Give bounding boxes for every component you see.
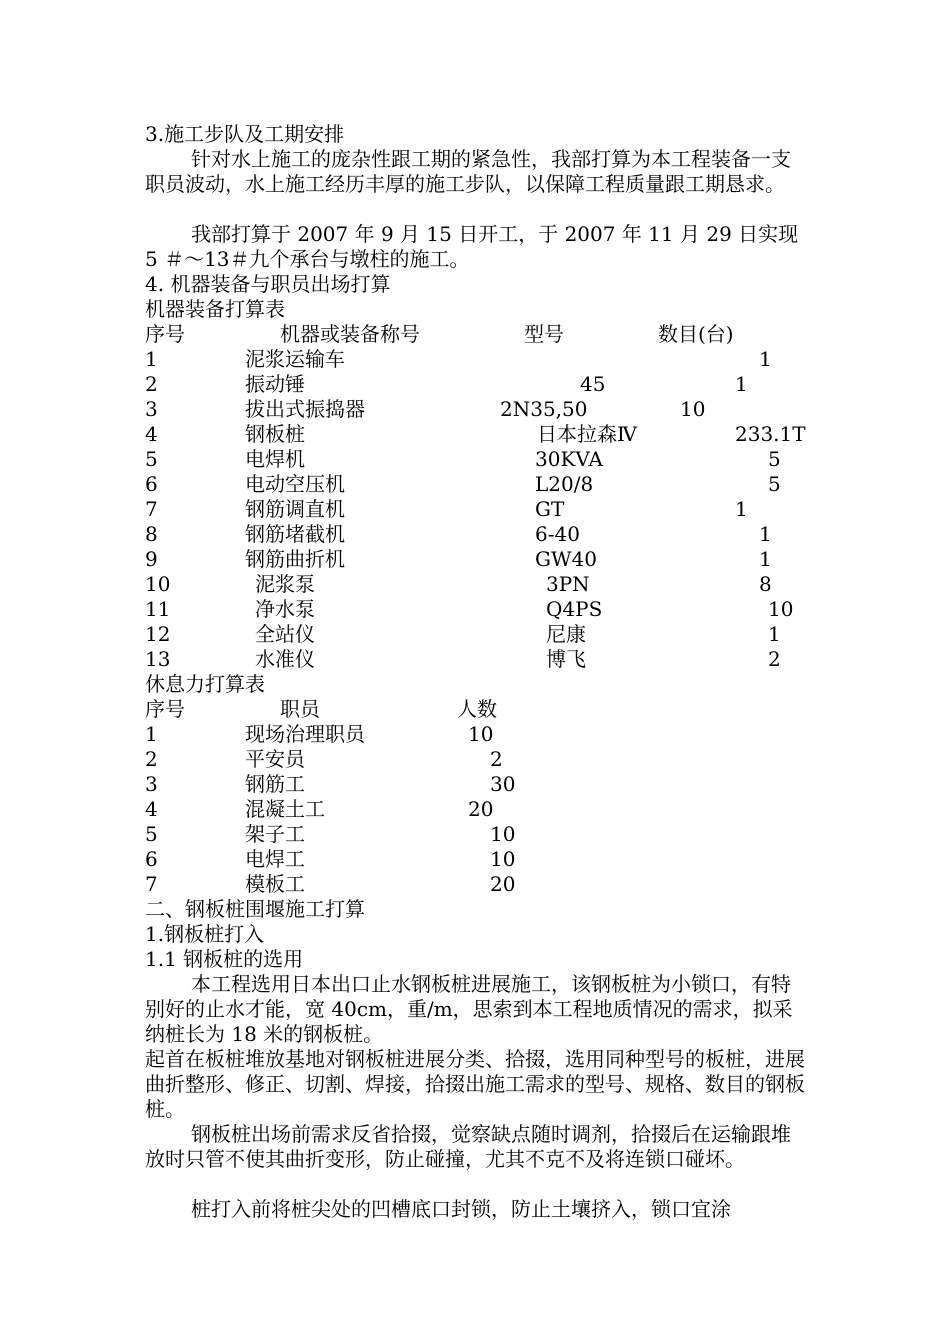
labor-row	[0, 772, 950, 797]
row-role: 钢筋工	[245, 772, 305, 796]
row-model: 2N35,50	[500, 397, 588, 421]
row-index: 3	[145, 772, 158, 796]
row-index: 6	[145, 847, 158, 871]
row-model: 45	[580, 372, 606, 396]
row-name: 电焊机	[245, 447, 305, 471]
row-index: 13	[145, 647, 171, 671]
row-quantity: 1	[768, 622, 781, 646]
row-index: 4	[145, 797, 158, 821]
row-headcount: 20	[490, 872, 516, 896]
paragraph-sheet-pile-inspection: 钢板桩出场前需求反省拾掇，觉察缺点随时调剂，拾掇后在运输跟堆放时只管不使其曲折变形，防止碰撞，尤其不克不及将连锁口碰坏。	[145, 1122, 791, 1171]
equipment-table-header	[0, 322, 950, 347]
row-quantity: 1	[759, 522, 772, 546]
equipment-row	[0, 447, 950, 472]
row-name: 净水泵	[255, 597, 315, 621]
row-quantity: 1	[759, 347, 772, 371]
row-model: 尼康	[546, 622, 586, 646]
labor-row	[0, 722, 950, 747]
row-model: 3PN	[546, 572, 590, 596]
row-name: 水准仪	[255, 647, 315, 671]
row-role: 现场治理职员	[245, 722, 365, 746]
row-headcount: 20	[468, 797, 494, 821]
row-index: 10	[145, 572, 171, 596]
paragraph-sheet-pile-sorting: 起首在板桩堆放基地对钢板桩进展分类、拾掇，选用同种型号的板桩，进展曲折整形、修正、切割、焊接，拾掇出施工需求的型号、规格、数目的钢板桩。	[145, 1047, 805, 1121]
row-index: 2	[145, 372, 158, 396]
equipment-row	[0, 622, 950, 647]
row-model: 6-40	[535, 522, 580, 546]
row-model: 日本拉森Ⅳ	[537, 422, 637, 446]
row-name: 泥浆泵	[255, 572, 315, 596]
row-name: 钢筋曲折机	[245, 547, 345, 571]
row-quantity: 233.1T	[735, 422, 806, 446]
header-index: 序号	[145, 697, 185, 721]
row-model: GT	[535, 497, 565, 521]
equipment-row	[0, 347, 950, 372]
row-quantity: 10	[768, 597, 794, 621]
row-name: 钢筋调直机	[245, 497, 345, 521]
equipment-row	[0, 522, 950, 547]
row-quantity: 5	[768, 447, 781, 471]
row-name: 全站仪	[255, 622, 315, 646]
header-model: 型号	[524, 322, 564, 346]
equipment-row	[0, 497, 950, 522]
row-index: 11	[145, 597, 171, 621]
equipment-table-title: 机器装备打算表	[145, 297, 285, 321]
row-index: 7	[145, 497, 158, 521]
row-index: 5	[145, 447, 158, 471]
row-model: GW40	[535, 547, 597, 571]
subsection-1-heading: 1.钢板桩打入	[145, 922, 265, 946]
row-role: 模板工	[245, 872, 305, 896]
row-index: 8	[145, 522, 158, 546]
row-model: Q4PS	[546, 597, 603, 621]
row-quantity: 10	[680, 397, 706, 421]
section-3-heading: 3.施工步队及工期安排	[145, 122, 345, 146]
row-headcount: 10	[490, 822, 516, 846]
row-index: 12	[145, 622, 171, 646]
header-headcount: 人数	[457, 697, 497, 721]
subsection-1-1-heading: 1.1 钢板桩的选用	[145, 947, 304, 971]
row-headcount: 10	[490, 847, 516, 871]
row-role: 架子工	[245, 822, 305, 846]
row-index: 9	[145, 547, 158, 571]
row-index: 6	[145, 472, 158, 496]
row-quantity: 1	[735, 372, 748, 396]
row-name: 电动空压机	[245, 472, 345, 496]
row-index: 3	[145, 397, 158, 421]
paragraph-sheet-pile-selection: 本工程选用日本出口止水钢板桩进展施工，该钢板桩为小锁口，有特别好的止水才能，宽 40cm，重/m，思索到本工程地质情况的需求，拟采纳桩长为 18 米的钢板桩。	[145, 972, 793, 1046]
header-index: 序号	[145, 322, 185, 346]
header-quantity: 数目(台)	[658, 322, 734, 346]
header-staff: 职员	[280, 697, 320, 721]
row-headcount: 10	[468, 722, 494, 746]
row-name: 钢板桩	[245, 422, 305, 446]
labor-table-title: 休息力打算表	[145, 672, 265, 696]
equipment-row	[0, 397, 950, 422]
equipment-row	[0, 572, 950, 597]
labor-row	[0, 797, 950, 822]
row-quantity: 1	[759, 547, 772, 571]
row-quantity: 2	[768, 647, 781, 671]
labor-table-header	[0, 697, 950, 722]
row-quantity: 8	[759, 572, 772, 596]
row-name: 拔出式振捣器	[245, 397, 365, 421]
row-index: 7	[145, 872, 158, 896]
row-model: 博飞	[546, 647, 586, 671]
row-index: 5	[145, 822, 158, 846]
row-headcount: 30	[490, 772, 516, 796]
row-headcount: 2	[490, 747, 503, 771]
equipment-row	[0, 547, 950, 572]
row-index: 1	[145, 722, 158, 746]
row-name: 泥浆运输车	[245, 347, 345, 371]
row-index: 1	[145, 347, 158, 371]
row-index: 4	[145, 422, 158, 446]
equipment-row	[0, 472, 950, 497]
section-3-paragraph-2: 我部打算于 2007 年 9 月 15 日开工，于 2007 年 11 月 29 日实现 5 ＃～13＃九个承台与墩柱的施工。	[145, 222, 799, 271]
paragraph-pile-tip-sealing: 桩打入前将桩尖处的凹槽底口封锁，防止土壤挤入，锁口宜涂	[191, 1197, 731, 1221]
row-name: 钢筋堵截机	[245, 522, 345, 546]
labor-row	[0, 847, 950, 872]
row-role: 混凝土工	[245, 797, 325, 821]
row-model: L20/8	[535, 472, 594, 496]
row-role: 平安员	[245, 747, 305, 771]
row-quantity: 1	[735, 497, 748, 521]
row-index: 2	[145, 747, 158, 771]
labor-row	[0, 747, 950, 772]
equipment-row	[0, 422, 950, 447]
row-name: 振动锤	[245, 372, 305, 396]
row-model: 30KVA	[535, 447, 603, 471]
section-4-heading: 4. 机器装备与职员出场打算	[145, 272, 391, 296]
part-2-heading: 二、钢板桩围堰施工打算	[145, 897, 365, 921]
header-equipment-name: 机器或装备称号	[280, 322, 420, 346]
equipment-row	[0, 647, 950, 672]
equipment-row	[0, 597, 950, 622]
row-quantity: 5	[768, 472, 781, 496]
section-3-paragraph-1: 针对水上施工的庞杂性跟工期的紧急性，我部打算为本工程装备一支职员波动，水上施工经历丰厚的施工步队，以保障工程质量跟工期恳求。	[145, 147, 791, 196]
equipment-row	[0, 372, 950, 397]
labor-row	[0, 872, 950, 897]
row-role: 电焊工	[245, 847, 305, 871]
labor-row	[0, 822, 950, 847]
